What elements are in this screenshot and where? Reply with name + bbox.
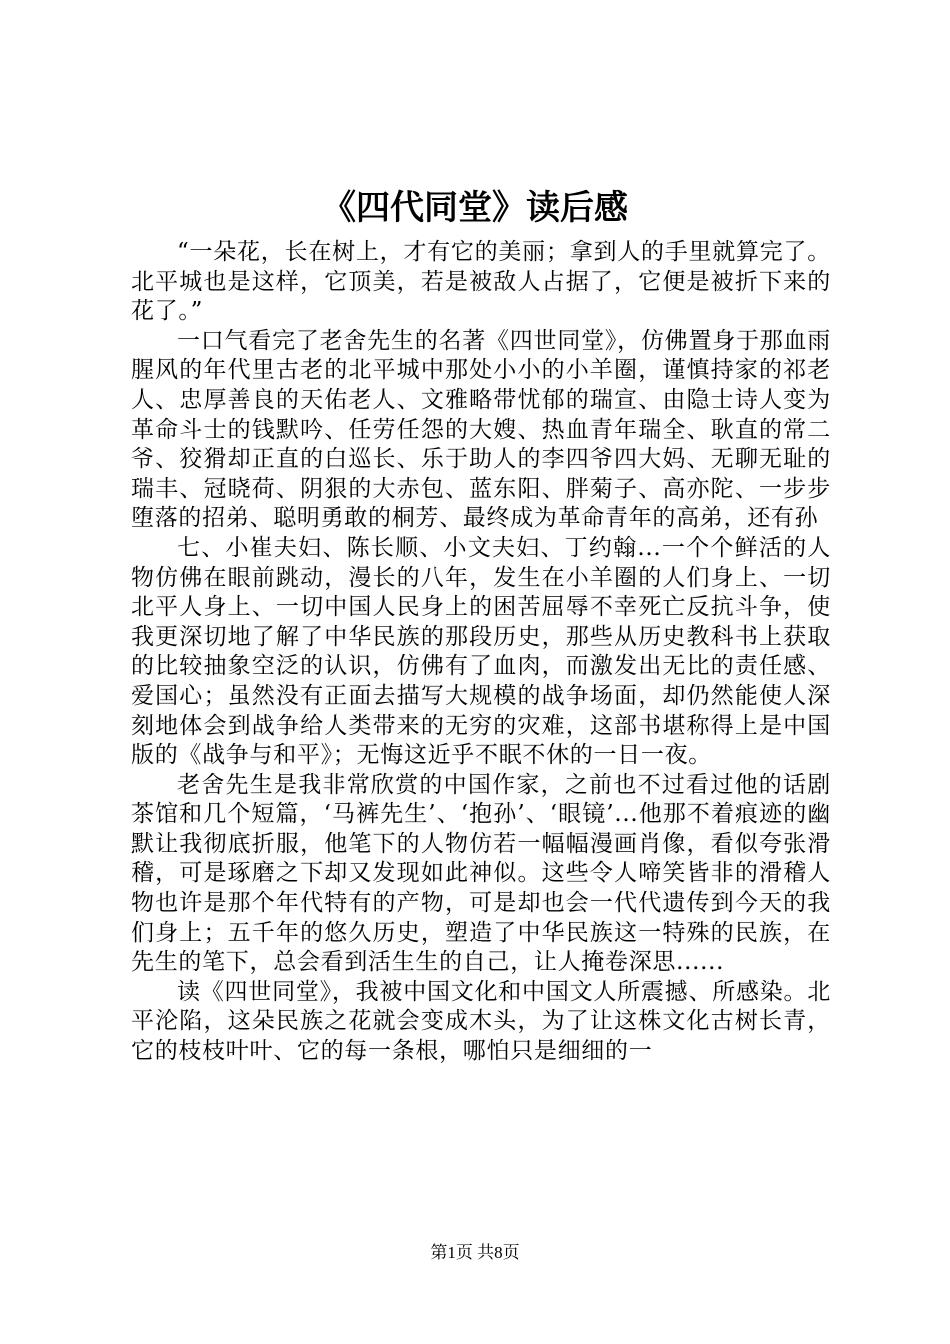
- paragraph-history: 七、小崔夫妇、陈长顺、小文夫妇、丁约翰...一个个鲜活的人物仿佛在眼前跳动，漫长的八年，发生在小羊圈的人们身上、一切北平人身上、一切中国人民身上的困苦屈辱不幸死亡反抗斗争，使我更深切地了解了中华民族的那段历史，那些从历史教科书上获取的比较抽象空泛的认识，仿佛有了血肉，而激发出无比的责任感、爱国心；虽然没有正面去描写大规模的战争场面，却仍然能使人深刻地体会到战争给人类带来的无穷的灾难，这部书堪称得上是中国版的《战争与和平》；无悔这近乎不眠不休的一日一夜。: [131, 534, 831, 769]
- paragraph-culture: 读《四世同堂》，我被中国文化和中国文人所震撼、所感染。北平沦陷，这朵民族之花就会变成木头，为了让这株文化古树长青，它的枝枝叶叶、它的每一条根，哪怕只是细细的一: [131, 978, 831, 1065]
- document-title: 《四代同堂》读后感: [322, 188, 628, 228]
- page-footer: 第1页 共8页: [430, 1243, 520, 1262]
- document-body: [131, 238, 831, 1067]
- paragraph-author: 老舍先生是我非常欣赏的中国作家，之前也不过看过他的话剧茶馆和几个短篇，‘马裤先生’、‘抱孙’、‘眼镜’...他那不着痕迹的幽默让我彻底折服，他笔下的人物仿若一幅幅漫画肖像，看似夸张滑稽，可是琢磨之下却又发现如此神似。这些令人啼笑皆非的滑稽人物也许是那个年代特有的产物，可是却也会一代代遗传到今天的我们身上；五千年的悠久历史，塑造了中华民族这一特殊的民族，在先生的笔下，总会看到活生生的自己，让人掩卷深思......: [131, 771, 831, 976]
- paragraph-characters: 一口气看完了老舍先生的名著《四世同堂》，仿佛置身于那血雨腥风的年代里古老的北平城中那处小小的小羊圈，谨慎持家的祁老人、忠厚善良的天佑老人、文雅略带忧郁的瑞宣、由隐士诗人变为革命斗士的钱默吟、任劳任怨的大嫂、热血青年瑞全、耿直的常二爷、狡猾却正直的白巡长、乐于助人的李四爷四大妈、无聊无耻的瑞丰、冠晓荷、阴狠的大赤包、蓝东阳、胖菊子、高亦陀、一步步堕落的招弟、聪明勇敢的桐芳、最终成为革命青年的高弟，还有孙: [131, 327, 831, 532]
- paragraph-quote: “一朵花，长在树上，才有它的美丽；拿到人的手里就算完了。北平城也是这样，它顶美，若是被敌人占据了，它便是被折下来的花了。”: [131, 239, 831, 325]
